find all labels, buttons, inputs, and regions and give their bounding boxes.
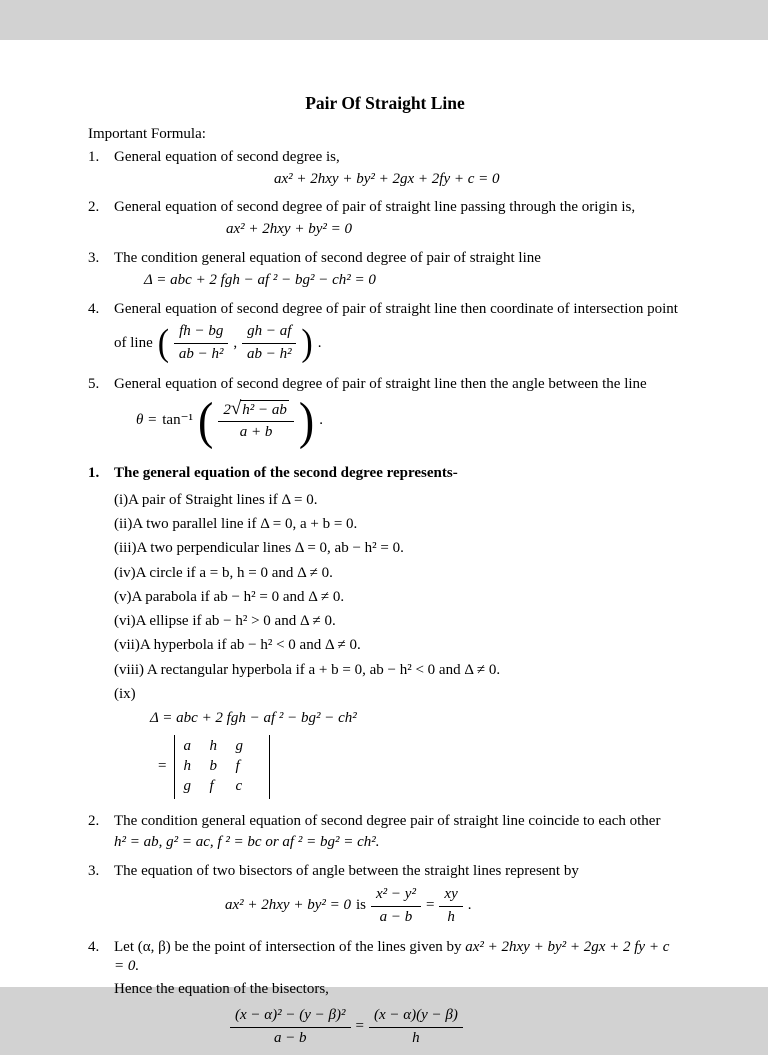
case-line: (i)A pair of Straight lines if Δ = 0. xyxy=(114,491,682,511)
item-number: 3. xyxy=(88,862,114,934)
item-text: General equation of second degree of pair of straight line then the angle between the line xyxy=(114,375,682,395)
fraction: $\frac{xy}{h}$ xyxy=(439,885,462,928)
theta-equals: θ = xyxy=(136,411,157,431)
formula-bisector-equation xyxy=(230,1006,682,1049)
fraction: 2 √ h² − ab a + b xyxy=(218,399,294,444)
formula-intersection-point xyxy=(114,322,682,365)
determinant-line xyxy=(158,735,682,798)
list-item-1 xyxy=(88,148,682,196)
radicand: h² − ab xyxy=(240,400,289,421)
item-text: General equation of second degree of pair of straight line then coordinate of intersection point xyxy=(114,300,682,320)
document-page xyxy=(0,40,768,987)
formula-bisectors xyxy=(225,885,682,928)
item-number: 1. xyxy=(88,464,114,484)
item-text: General equation of second degree of pair of straight line passing through the origin is, xyxy=(114,198,682,218)
fraction: $\frac{\text{x² − y²}}{a - b}$ xyxy=(371,885,421,928)
case-line: (viii) A rectangular hyperbola if a + b = 0, ab − h² < 0 and Δ ≠ 0. xyxy=(114,661,682,681)
item-text: The equation of two bisectors of angle between the straight lines represent by xyxy=(114,862,682,882)
list-item-b2 xyxy=(88,812,682,860)
right-paren: ) xyxy=(299,395,314,447)
case-line: (ii)A two parallel line if Δ = 0, a + b = 0. xyxy=(114,515,682,535)
matrix-row: a h g xyxy=(183,737,261,757)
matrix-row: h b f xyxy=(183,757,261,777)
equals-sign: = xyxy=(426,896,434,916)
item-text: General equation of second degree is, xyxy=(114,148,682,168)
formula-general-equation: ax² + 2hxy + by² + 2gx + 2fy + c = 0 xyxy=(274,170,682,190)
case-line: (iii)A two perpendicular lines Δ = 0, ab − h² = 0. xyxy=(114,539,682,559)
case-line: (vi)A ellipse if ab − h² > 0 and Δ ≠ 0. xyxy=(114,612,682,632)
list-item-2 xyxy=(88,198,682,246)
period: . xyxy=(319,411,323,431)
section-heading-row xyxy=(88,464,682,484)
item-number: 1. xyxy=(88,148,114,196)
equals-sign: = xyxy=(356,1017,364,1037)
list-item-5 xyxy=(88,375,682,454)
comma: , xyxy=(233,334,237,354)
formula-angle-between-lines xyxy=(136,398,682,444)
section-heading: The general equation of the second degree represents- xyxy=(114,464,682,484)
lead-formula: ax² + 2hxy + by² = 0 xyxy=(225,896,351,916)
inline-formula: ax² + 2hxy + by² + 2gx + 2 fy + c = 0. xyxy=(114,939,669,975)
list-item-b3 xyxy=(88,862,682,934)
item-number: 5. xyxy=(88,375,114,454)
item-number: 2. xyxy=(88,812,114,860)
case-line: (iv)A circle if a = b, h = 0 and Δ ≠ 0. xyxy=(114,564,682,584)
list-item-4 xyxy=(88,300,682,372)
of-line-label: of line xyxy=(114,334,153,354)
left-paren: ( xyxy=(158,325,169,363)
coefficient: 2 xyxy=(223,401,231,421)
right-paren: ) xyxy=(301,325,312,363)
item-number: 4. xyxy=(88,938,114,1055)
radical-icon: √ xyxy=(231,399,241,418)
fraction: $\frac{gh - af}{\text{ab − h²}}$ xyxy=(242,322,296,365)
fraction: $\frac{(x - \alpha)(y - \beta)}{h}$ xyxy=(369,1006,463,1049)
arctan-label: tan⁻¹ xyxy=(162,411,193,431)
determinant-matrix xyxy=(174,735,270,798)
item-text: The condition general equation of second degree of pair of straight line xyxy=(114,249,682,269)
formula-delta-expansion: Δ = abc + 2 fgh − af ² − bg² − ch² xyxy=(150,709,682,729)
page-title: Pair Of Straight Line xyxy=(88,92,682,115)
item-text: Let (α, β) be the point of intersection of the lines given by ax² + 2hxy + by² + 2gx + 2 fy + c = 0. xyxy=(114,938,682,978)
case-list xyxy=(114,491,682,705)
item-number: 2. xyxy=(88,198,114,246)
formula-delta-condition: Δ = abc + 2 fgh − af ² − bg² − ch² = 0 xyxy=(144,271,682,291)
period: . xyxy=(318,334,322,354)
list-item-3 xyxy=(88,249,682,297)
list-item-b4 xyxy=(88,938,682,1055)
left-paren: ( xyxy=(198,395,213,447)
formula-origin-pair: ax² + 2hxy + by² = 0 xyxy=(226,220,682,240)
case-line: (v)A parabola if ab − h² = 0 and Δ ≠ 0. xyxy=(114,588,682,608)
fraction: $\frac{\text{(x − α)² − (y − β)²}}{a - b}$ xyxy=(230,1006,351,1049)
item-text: The condition general equation of second degree pair of straight line coincide to each other xyxy=(114,812,682,832)
period: . xyxy=(468,896,472,916)
equals-sign: = xyxy=(158,757,166,777)
intro-label: Important Formula: xyxy=(88,125,682,145)
formula-coincide-condition: h² = ab, g² = ac, f ² = bc or af ² = bg² = ch². xyxy=(114,833,682,853)
item-number: 4. xyxy=(88,300,114,372)
case-line: (vii)A hyperbola if ab − h² < 0 and Δ ≠ 0. xyxy=(114,636,682,656)
is-label: is xyxy=(356,896,366,916)
item-number: 3. xyxy=(88,249,114,297)
fraction: $\frac{fh - bg}{\text{ab − h²}}$ xyxy=(174,322,228,365)
matrix-row: g f c xyxy=(183,777,261,797)
section-cases-row xyxy=(88,487,682,809)
case-line: (ix) xyxy=(114,685,682,705)
item-text-2: Hence the equation of the bisectors, xyxy=(114,980,682,1000)
